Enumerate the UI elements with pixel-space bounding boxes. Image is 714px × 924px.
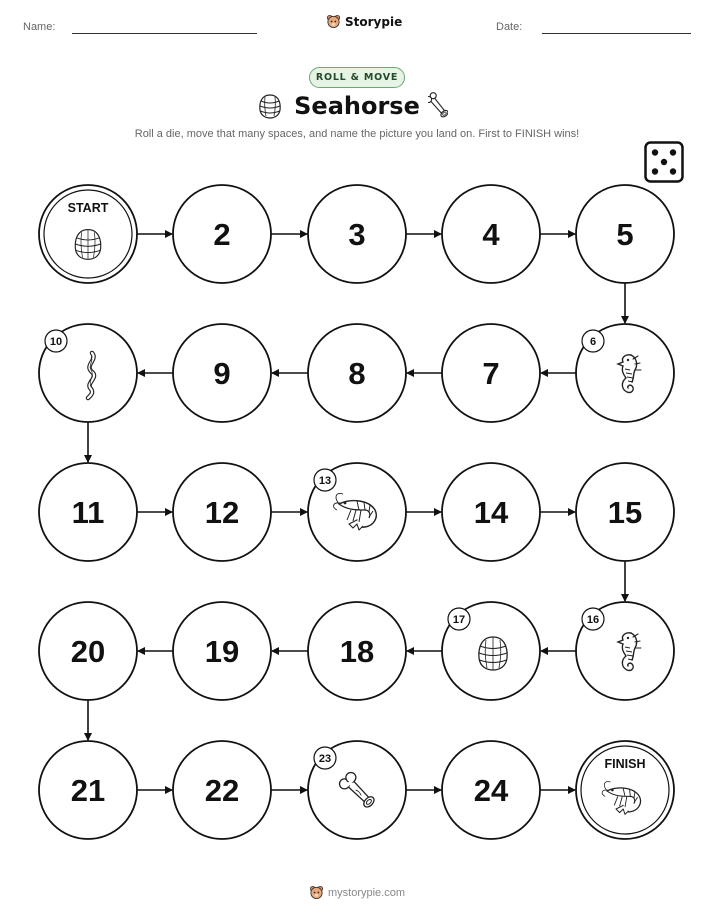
board-space-21	[39, 741, 137, 839]
board-space-11	[39, 463, 137, 561]
board-space-7	[442, 324, 540, 422]
board-space-14	[442, 463, 540, 561]
space-number: 20	[70, 634, 106, 669]
space-number: 8	[348, 356, 366, 391]
space-circle	[576, 741, 674, 839]
board-space-12	[173, 463, 271, 561]
space-number: 10	[49, 336, 63, 348]
space-number: 23	[318, 753, 332, 765]
board-space-10	[39, 324, 137, 422]
clam-icon	[75, 230, 100, 260]
board-space-22	[173, 741, 271, 839]
board-space-24	[442, 741, 540, 839]
space-number: 18	[339, 634, 375, 669]
page-title: Seahorse	[294, 92, 420, 120]
board-space-17	[442, 602, 540, 700]
space-number: 5	[616, 217, 634, 252]
space-number: 22	[204, 773, 240, 808]
board-space-3	[308, 185, 406, 283]
space-number: 12	[204, 495, 240, 530]
board-space-9	[173, 324, 271, 422]
board-space-15	[576, 463, 674, 561]
space-number: 19	[204, 634, 240, 669]
board-space-25	[576, 741, 674, 839]
footer-bear-icon	[309, 885, 324, 900]
space-number: 4	[482, 217, 500, 252]
brand-name: Storypie	[345, 14, 403, 29]
instructions: Roll a die, move that many spaces, and name the picture you land on. First to FINISH wins!	[134, 128, 580, 140]
board-space-5	[576, 185, 674, 283]
space-number: 24	[473, 773, 509, 808]
footer	[0, 885, 714, 900]
board-space-8	[308, 324, 406, 422]
board-space-20	[39, 602, 137, 700]
name-label: Name:	[23, 21, 56, 33]
space-number: 7	[482, 356, 500, 391]
space-number: 14	[473, 495, 509, 530]
space-number: 15	[607, 495, 643, 530]
board-space-16	[576, 602, 674, 700]
footer-site: mystorypie.com	[327, 886, 406, 899]
space-number: 11	[71, 495, 105, 530]
space-number: 6	[589, 336, 597, 348]
space-number: 17	[452, 614, 466, 626]
start-label: START	[67, 201, 109, 215]
space-number: 21	[70, 773, 106, 808]
board-space-23	[308, 741, 406, 839]
board-space-19	[173, 602, 271, 700]
game-type-badge: ROLL & MOVE	[309, 67, 405, 88]
finish-label: FINISH	[604, 757, 646, 771]
space-number: 3	[348, 217, 366, 252]
space-number: 2	[213, 217, 231, 252]
date-label: Date:	[496, 21, 523, 33]
clam-icon	[479, 637, 507, 670]
space-number: 13	[318, 475, 332, 487]
board-space-4	[442, 185, 540, 283]
board-space-6	[576, 324, 674, 422]
board-space-2	[173, 185, 271, 283]
board-space-1	[39, 185, 137, 283]
board-space-18	[308, 602, 406, 700]
board-space-13	[308, 463, 406, 561]
space-number: 9	[213, 356, 231, 391]
space-number: 16	[586, 614, 600, 626]
